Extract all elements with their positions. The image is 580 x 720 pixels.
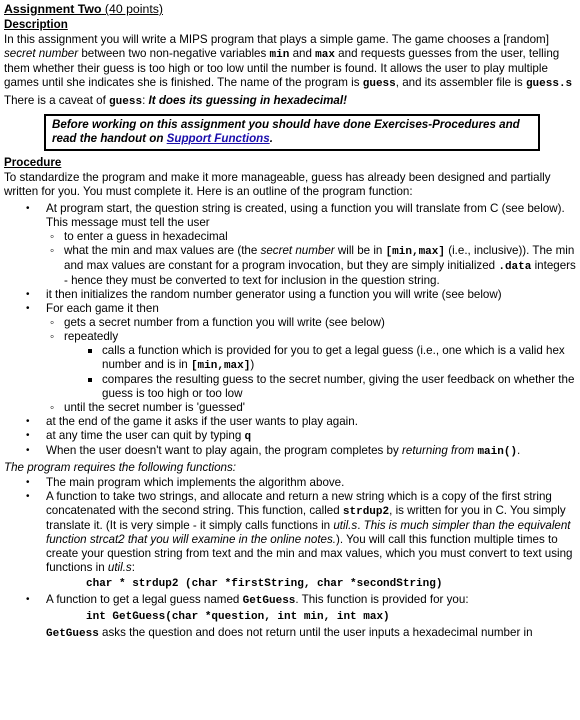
outline-step-start: At program start, the question string is created, using a function you will translate from C (see below). This message must tell the user (46, 202, 565, 229)
list-item: ◦ until the secret number is 'guessed' (46, 401, 576, 415)
procedure-heading: Procedure (4, 156, 62, 169)
code-text: GetGuess (46, 628, 99, 640)
text-run: . This function is provided for you: (295, 593, 469, 606)
functions-intro: The program requires the following functions: (4, 461, 236, 474)
list-item: • at the end of the game it asks if the user wants to play again. (4, 415, 576, 429)
prerequisite-callout (44, 114, 540, 151)
list-item (46, 330, 576, 401)
getguess-signature: int GetGuess(char *question, int min, int max) (86, 611, 390, 623)
outline-step-each-game: For each game it then (46, 302, 159, 315)
text-run: calls a function which is provided for you to get a legal guess (i.e., one which is a valid hex number and is in (102, 344, 565, 371)
code-text: guess (362, 78, 396, 90)
functions-list (4, 476, 576, 641)
code-text: min (269, 49, 290, 61)
list-item (4, 202, 576, 288)
support-functions-link[interactable]: Support Functions (166, 132, 270, 145)
emphasis-text: This is much simpler than the equivalent function strcat2 that you will examine in the online notes. (46, 519, 571, 546)
list-item (4, 444, 576, 459)
text-run: ). You will call this function multiple times to create your question string from text and the min and max values, which you must convert to text using functions in (46, 533, 573, 574)
description-paragraph (4, 33, 576, 91)
text-run: ) (250, 358, 255, 371)
text-run: . (357, 519, 364, 532)
list-item: ◦ gets a secret number from a function you will write (see below) (46, 316, 576, 330)
emphasis-text: util.s (107, 561, 132, 574)
code-text: max (315, 49, 335, 61)
text-run: When the user doesn't want to play again, the program completes by (46, 444, 403, 457)
text-run: and (289, 47, 316, 60)
list-item (46, 244, 576, 288)
emphasis-text: secret number (260, 244, 335, 257)
text-run: There is a caveat of (4, 94, 110, 107)
code-text: q (244, 431, 252, 443)
strdup2-signature: char * strdup2 (char *firstString, char *secondString) (86, 578, 443, 590)
text-run: at any time the user can quit by typing (46, 429, 245, 442)
procedure-outline-list (4, 202, 576, 459)
text-run: : (142, 94, 149, 107)
list-item (4, 302, 576, 415)
callout-text: Before working on this assignment you should have done Exercises-Procedures and read the handout on (52, 118, 520, 145)
text-run: what the min and max values are (the (64, 244, 261, 257)
emphasis-text: secret number (4, 47, 79, 60)
list-item: compares the resulting guess to the secret number, giving the user feedback on whether the guess is too high or too low (64, 373, 576, 401)
outline-step-repeatedly: repeatedly (64, 330, 119, 343)
text-run: between two non-negative variables (78, 47, 270, 60)
list-item: ◦ to enter a guess in hexadecimal (46, 230, 576, 244)
strdup2-description (46, 490, 573, 574)
text-run: and requests guesses from the user, telling them whether their guess is too high or too low until the number is found. It allows the user to play multiple games until she indicates she is finished. The name of the program is (4, 47, 560, 89)
code-text: [min,max] (385, 246, 445, 258)
text-run: : (131, 561, 135, 574)
callout-end: . (269, 132, 273, 145)
list-item (4, 490, 576, 591)
title-main: Assignment Two (4, 2, 102, 16)
text-run: (i.e., inclusive)). The min and max values are constant for a program invocation, but they are simply initialized (64, 244, 575, 272)
text-run: In this assignment you will write a MIPS program that plays a simple game. The game chooses a [random] (4, 33, 549, 46)
strong-emphasis-text: It does its guessing in hexadecimal! (148, 94, 347, 107)
text-run: integers - hence they must be converted to text for inclusion in the question string. (64, 259, 576, 287)
text-run: , and its assembler file is (395, 76, 526, 89)
code-text: .data (498, 261, 532, 273)
list-item: • The main program which implements the algorithm above. (4, 476, 576, 490)
text-run: . (517, 444, 521, 457)
code-text: main() (477, 446, 518, 458)
code-text: strdup2 (342, 506, 390, 518)
emphasis-text: returning from (402, 444, 475, 457)
emphasis-text: util.s (333, 519, 358, 532)
assignment-title (4, 2, 576, 17)
code-text: GetGuess (242, 595, 296, 607)
getguess-description (46, 593, 469, 606)
text-run: , is written for you in C. You simply translate it. (It is very simple - it simply calls functions in (46, 504, 566, 532)
text-run: will be in (334, 244, 386, 257)
title-points: (40 points) (104, 2, 163, 16)
code-text: guess (109, 96, 143, 108)
text-run: asks the question and does not return until the user inputs a hexadecimal number in (98, 626, 533, 639)
list-item: • it then initializes the random number generator using a function you will write (see below) (4, 288, 576, 302)
text-run: A function to get a legal guess named (46, 593, 243, 606)
code-text: guess.s (525, 78, 573, 90)
procedure-intro: To standardize the program and make it more manageable, guess has already been designed and partially written for you. You must complete it. Here is an outline of the program function: (4, 171, 551, 198)
getguess-detail (46, 626, 533, 639)
text-run: A function to take two strings, and allocate and return a new string which is a copy of the first string concatenated with the second string. This function, called (46, 490, 552, 517)
caveat-paragraph (4, 94, 576, 109)
list-item (4, 593, 576, 641)
description-heading: Description (4, 18, 68, 31)
list-item (64, 344, 576, 373)
list-item (4, 429, 576, 444)
code-text: [min,max] (190, 360, 251, 372)
